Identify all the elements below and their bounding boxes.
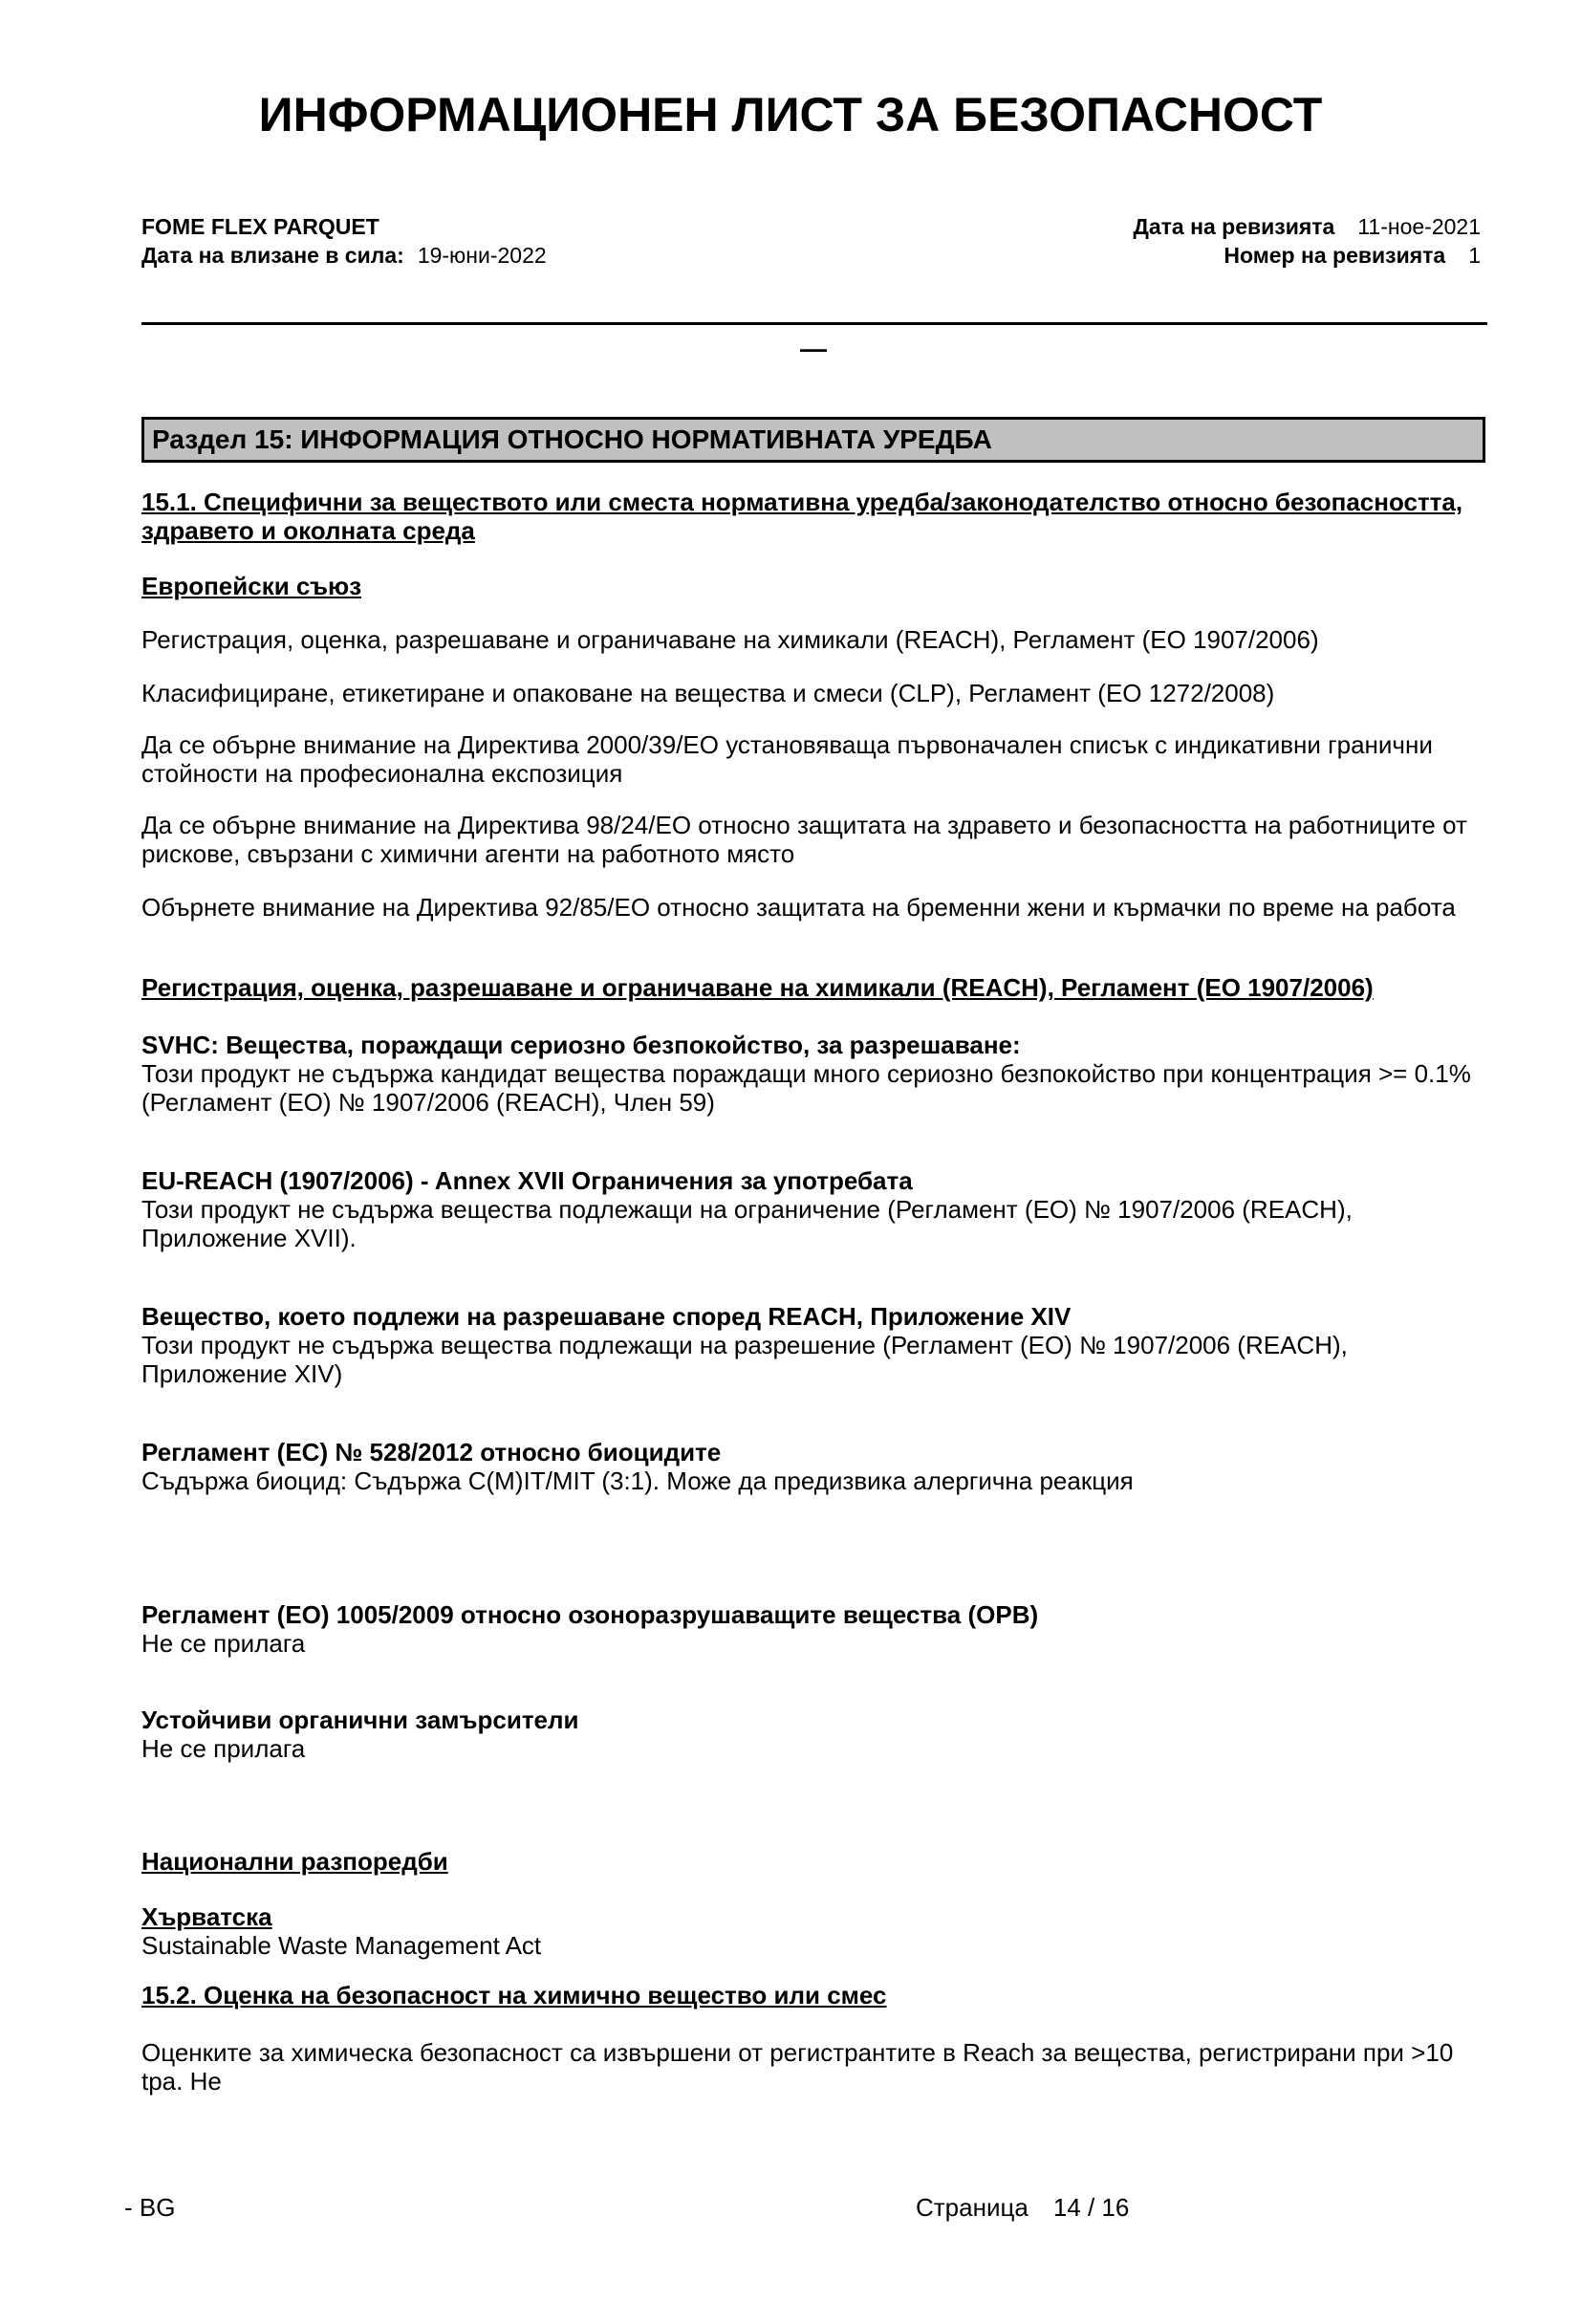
subsection-15-2-text: Оценките за химическа безопасност са извършени от регистрантите в Reach за вещества, регистрирани при >10 tpa. Не (141, 2038, 1454, 2096)
svhc-block (141, 1031, 1481, 1117)
pop-text: Не се прилага (141, 1734, 306, 1763)
regulation-paragraph: Обърнете внимание на Директива 92/85/ЕО относно защитата на бременни жени и кърмачки по време на работа (141, 893, 1456, 922)
product-name: FOME FLEX PARQUET (141, 214, 379, 239)
ozone-text: Не се прилага (141, 1629, 306, 1658)
subsection-15-2-heading: 15.2. Оценка на безопасност на химично вещество или смес (141, 1981, 887, 2009)
regulation-paragraph: Да се обърне внимание на Директива 98/24/ЕО относно защитата на здравето и безопасността на работниците от рискове, свързани с химични агенти на работното място (141, 811, 1467, 868)
revision-number-value: 1 (1468, 243, 1481, 268)
document-header (141, 212, 1481, 270)
separator-dash: — (800, 334, 827, 363)
horizontal-rule (141, 322, 1487, 325)
ozone-block (141, 1600, 1481, 1658)
eu-heading: Европейски съюз (141, 572, 362, 600)
revision-date-row (1133, 212, 1481, 241)
svhc-text: Този продукт не съдържа кандидат вещества пораждащи много сериозно безпокойство при концентрация >= 0.1% (Регламент (ЕО) № 1907/2006 (REACH), Член 59) (141, 1059, 1471, 1117)
effective-date-row (141, 241, 547, 270)
croatia-heading: Хърватска (141, 1902, 272, 1931)
header-left (141, 212, 547, 270)
section-15-content (141, 488, 1481, 2096)
pop-heading: Устойчиви органични замърсители (141, 1705, 579, 1734)
footer-page-label: Страница (916, 2193, 1029, 2222)
croatia-text: Sustainable Waste Management Act (141, 1931, 542, 1960)
revision-number-label: Номер на ревизията (1224, 243, 1446, 268)
revision-date-label: Дата на ревизията (1133, 214, 1335, 239)
annex-xvii-block (141, 1166, 1481, 1252)
effective-date-value: 19-юни-2022 (417, 243, 547, 268)
regulation-paragraph: Регистрация, оценка, разрешаване и ограничаване на химикали (REACH), Регламент (ЕО 1907/2006) (141, 625, 1319, 654)
revision-number-row (1133, 241, 1481, 270)
national-provisions-heading: Национални разпоредби (141, 1847, 448, 1876)
annex-xiv-heading: Вещество, което подлежи на разрешаване според REACH, Приложение XIV (141, 1302, 1072, 1331)
document-title: ИНФОРМАЦИОНЕН ЛИСТ ЗА БЕЗОПАСНОСТ (258, 88, 1323, 141)
annex-xvii-text: Този продукт не съдържа вещества подлежащи на ограничение (Регламент (ЕО) № 1907/2006 (REACH), Приложение XVII). (141, 1195, 1353, 1252)
revision-date-value: 11-ное-2021 (1357, 214, 1481, 239)
biocides-heading: Регламент (ЕС) № 528/2012 относно биоцидите (141, 1438, 722, 1466)
footer-page-indicator (916, 2193, 1129, 2222)
regulation-paragraph: Класифициране, етикетиране и опаковане на вещества и смеси (CLP), Регламент (ЕО 1272/2008) (141, 679, 1275, 707)
section-15-header-bar: Раздел 15: ИНФОРМАЦИЯ ОТНОСНО НОРМАТИВНАТА УРЕДБА (141, 417, 1485, 463)
svhc-heading: SVHC: Вещества, пораждащи сериозно безпокойство, за разрешаване: (141, 1031, 1021, 1059)
biocides-block (141, 1438, 1481, 1495)
ozone-heading: Регламент (ЕО) 1005/2009 относно озоноразрушаващите вещества (ОРВ) (141, 1600, 1039, 1629)
biocides-text: Съдържа биоцид: Съдържа C(M)IT/MIT (3:1). Може да предизвика алергична реакция (141, 1466, 1134, 1495)
regulation-paragraph: Да се обърне внимание на Директива 2000/39/ЕО установяваща първоначален списък с индикативни гранични стойности на професионална експозиция (141, 730, 1433, 788)
header-right (1133, 212, 1481, 270)
footer-language: - BG (124, 2193, 176, 2222)
annex-xiv-block (141, 1302, 1481, 1388)
subsection-15-1-heading: 15.1. Специфични за веществото или сместа нормативна уредба/законодателство относно безопасността, здравето и околната среда (141, 488, 1463, 545)
annex-xiv-text: Този продукт не съдържа вещества подлежащи на разрешение (Регламент (ЕО) № 1907/2006 (REACH), Приложение XIV) (141, 1331, 1348, 1388)
pop-block (141, 1705, 1481, 1763)
reach-heading: Регистрация, оценка, разрешаване и ограничаване на химикали (REACH), Регламент (ЕО 1907/2006) (141, 973, 1374, 1002)
effective-date-label: Дата на влизане в сила: (141, 243, 404, 268)
croatia-block (141, 1902, 1481, 1960)
footer-page-value: 14 / 16 (1052, 2193, 1130, 2222)
annex-xvii-heading: EU-REACH (1907/2006) - Annex XVII Ограничения за употребата (141, 1166, 913, 1195)
